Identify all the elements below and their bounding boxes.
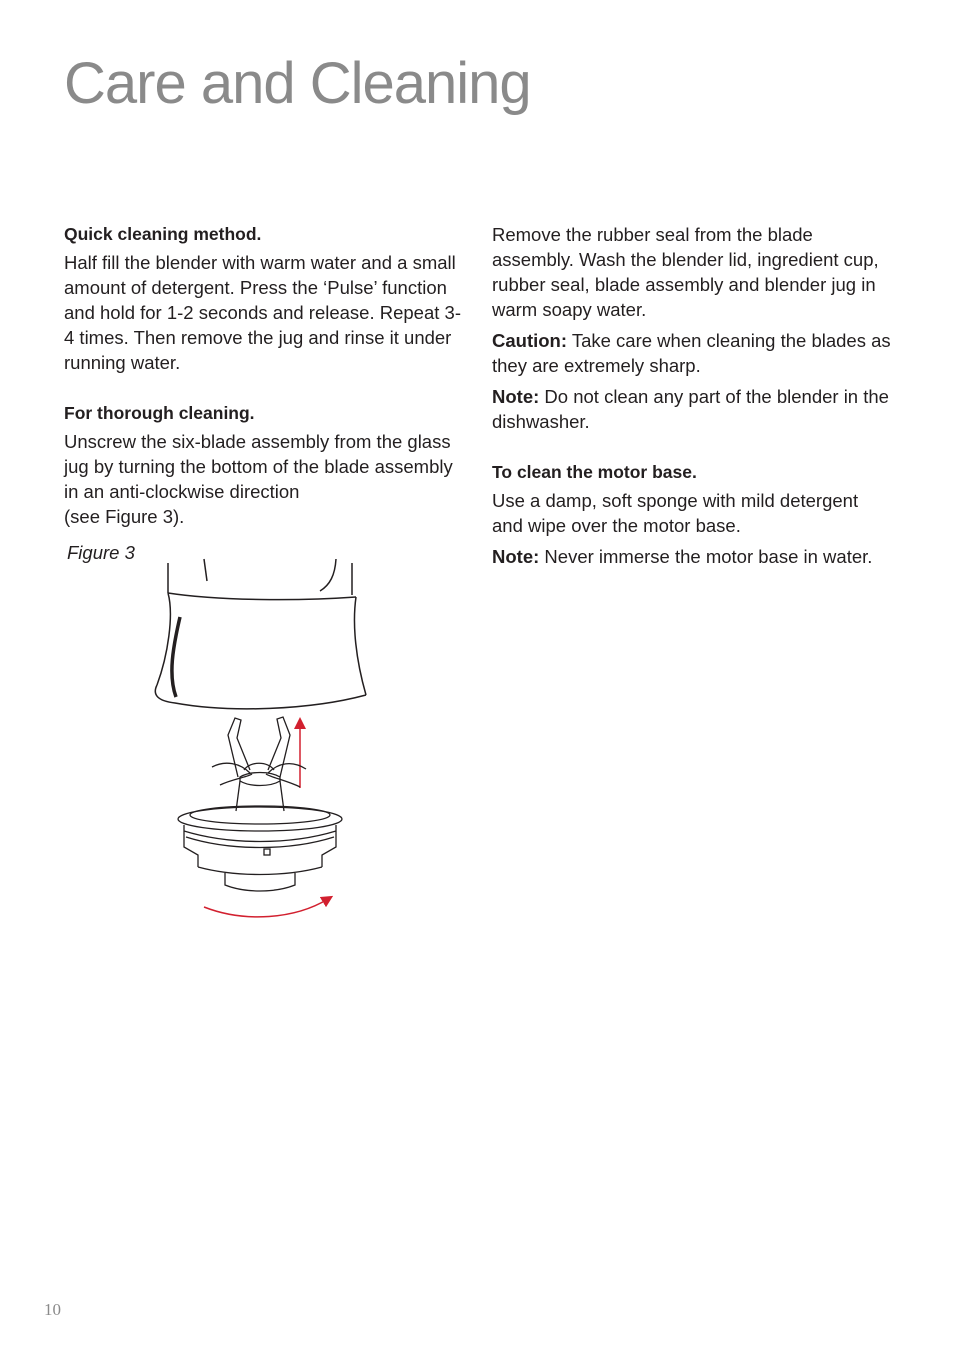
dishwasher-note [492, 384, 892, 434]
quick-cleaning-heading: Quick cleaning method. [64, 224, 262, 244]
caution-label: Caution: [492, 330, 568, 351]
motor-base-heading: To clean the motor base. [492, 462, 697, 482]
rotate-arrow-icon [204, 899, 328, 917]
note-label: Note: [492, 386, 540, 407]
rubber-seal-text: Remove the rubber seal from the blade assembly. Wash the blender lid, ingredient cup, rubber seal, blade assembly and blender jug in warm soapy water. [492, 224, 879, 320]
thorough-cleaning-text [64, 429, 462, 529]
thorough-cleaning-text-line2: (see Figure 3). [64, 506, 185, 527]
page-title: Care and Cleaning [64, 51, 531, 116]
motor-base-text: Use a damp, soft sponge with mild detergent and wipe over the motor base. [492, 490, 859, 536]
blade-assembly-icon [178, 717, 342, 891]
immerse-note [492, 544, 892, 569]
thorough-cleaning-text-line1: Unscrew the six-blade assembly from the glass jug by turning the bottom of the blade assembly in an anti-clockwise direction [64, 431, 453, 502]
note-text: Never immerse the motor base in water. [539, 546, 873, 567]
caution-note [492, 328, 892, 378]
caution-text: Take care when cleaning the blades as they are extremely sharp. [492, 330, 891, 376]
page-number: 10 [44, 1300, 61, 1319]
right-column [492, 222, 892, 575]
figure-label: Figure 3 [67, 542, 135, 563]
figure-3-illustration [140, 555, 380, 925]
blender-jug-icon [155, 559, 366, 709]
left-column [64, 222, 462, 535]
thorough-cleaning-heading: For thorough cleaning. [64, 403, 255, 423]
quick-cleaning-text: Half fill the blender with warm water and a small amount of detergent. Press the ‘Pulse’ function and hold for 1-2 seconds and release. Repeat 3-4 times. Then remove the jug and rinse it under running water. [64, 252, 461, 373]
note-text: Do not clean any part of the blender in the dishwasher. [492, 386, 889, 432]
note-label: Note: [492, 546, 540, 567]
